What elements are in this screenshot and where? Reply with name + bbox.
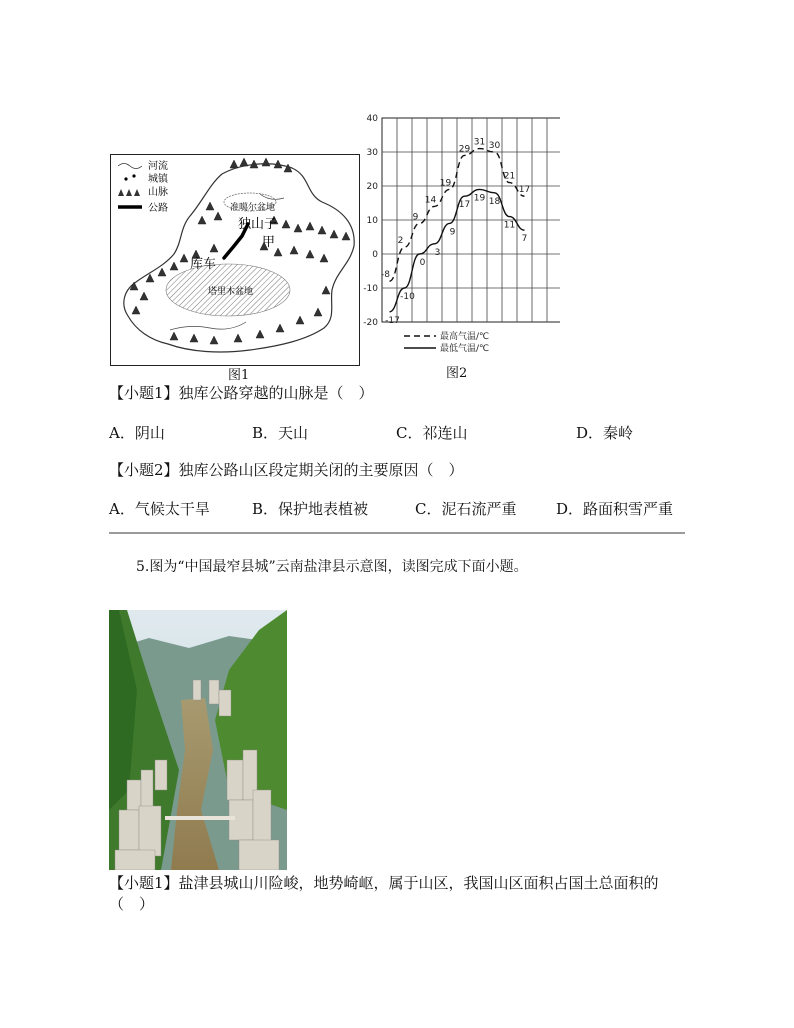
q2-option-c[interactable]: C．泥石流严重 <box>415 500 517 518</box>
figure2-label: 图2 <box>446 366 468 381</box>
label-junggar: 准噶尔盆地 <box>230 203 276 213</box>
q1-option-a[interactable]: A．阴山 <box>109 424 165 442</box>
min-temp-label: 3 <box>434 247 441 258</box>
y-tick-label: 40 <box>366 114 378 124</box>
max-temp-label: 17 <box>518 185 531 196</box>
q2-option-a[interactable]: A．气候太干旱 <box>109 500 210 518</box>
min-temp-label: 19 <box>473 193 486 204</box>
min-temp-label: -17 <box>385 315 400 326</box>
q2-option-d[interactable]: D．路面积雪严重 <box>556 500 674 518</box>
q1-option-d[interactable]: D．秦岭 <box>576 424 634 442</box>
q2-option-b[interactable]: B．保护地表植被 <box>252 500 369 518</box>
q1-option-b[interactable]: B．天山 <box>252 424 309 442</box>
max-temp-label: -8 <box>381 270 390 281</box>
min-temp-label: -10 <box>400 292 415 302</box>
question-2: 【小题2】独库公路山区段定期关闭的主要原因（ ） <box>109 461 464 479</box>
legend-road: 公路 <box>148 203 168 214</box>
max-temp-label: 9 <box>412 212 419 223</box>
max-temp-label: 21 <box>503 171 516 182</box>
max-temp-label: 14 <box>424 195 437 206</box>
label-jia: 甲 <box>262 235 276 250</box>
min-temp-label: 11 <box>503 220 516 231</box>
legend-mountain: 山脉 <box>148 187 168 198</box>
y-tick-label: -10 <box>363 284 378 294</box>
figure1-label: 图1 <box>228 368 250 383</box>
yanjin-photo <box>109 610 287 870</box>
max-temp-label: 29 <box>458 144 471 155</box>
y-tick-label: 30 <box>366 148 378 158</box>
y-tick-label: -20 <box>363 318 378 328</box>
section5-question-1-blank: （ ） <box>109 895 155 913</box>
climate-chart <box>360 110 560 360</box>
legend-max-label: 最高气温/℃ <box>440 332 490 342</box>
question-1: 【小题1】独库公路穿越的山脉是（ ） <box>109 384 374 402</box>
section5-intro: 5.图为“中国最窄县城”云南盐津县示意图，读图完成下面小题。 <box>136 559 528 575</box>
min-temp-label: 7 <box>521 234 528 245</box>
section-divider <box>109 532 685 534</box>
max-temp-label: 31 <box>473 137 486 148</box>
mountain-icon <box>118 189 140 196</box>
label-dushanzi: 独山子 <box>238 217 278 232</box>
max-temp-label: 2 <box>397 236 404 247</box>
y-tick-label: 0 <box>372 250 378 260</box>
q1-option-c[interactable]: C．祁连山 <box>396 424 468 442</box>
min-temp-label: 0 <box>419 258 426 268</box>
max-temp-label: 19 <box>439 178 452 189</box>
y-tick-label: 20 <box>366 182 378 192</box>
legend-town: 城镇 <box>148 174 168 185</box>
town-icon <box>124 177 127 180</box>
min-temp-label: 18 <box>488 196 501 207</box>
legend-min-label: 最低气温/℃ <box>440 344 490 354</box>
legend-river: 河流 <box>148 161 168 172</box>
y-tick-label: 10 <box>366 216 378 226</box>
min-temp-label: 17 <box>458 200 471 211</box>
label-tarim: 塔里木盆地 <box>208 287 254 297</box>
min-temp-label: 9 <box>449 227 456 238</box>
map-figure <box>110 154 360 366</box>
section5-question-1: 【小题1】盐津县城山川险峻，地势崎岖，属于山区，我国山区面积占国土总面积的 <box>109 874 659 892</box>
label-kuche: 库车 <box>190 257 217 272</box>
max-temp-label: 30 <box>488 141 501 151</box>
